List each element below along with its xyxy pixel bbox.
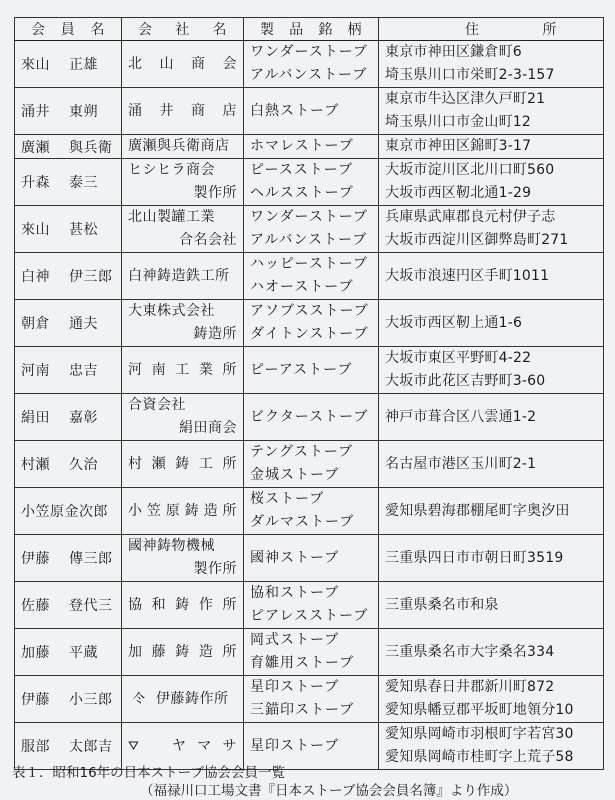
company-name-line: 合資会社 [128, 397, 186, 413]
address-cell [379, 159, 604, 206]
header-char: 銘 [318, 22, 333, 38]
product-brand-cell [244, 394, 379, 441]
member-name-cell [15, 206, 122, 253]
address-line: 大坂市淀川区北川口町560 [385, 162, 555, 178]
member-given-name: 傳三郎 [69, 551, 113, 567]
company-name-line: 國神鋳物機械 [128, 538, 215, 554]
company-name-cell [122, 253, 244, 300]
product-brand: アルバンストーブ [250, 232, 368, 248]
product-brand: ピアレスストーブ [250, 608, 369, 624]
address-line: 大坂市西区靭北通1-29 [385, 185, 532, 201]
product-brand: テングストーブ [250, 444, 354, 460]
member-surname: 小笠原 [21, 504, 65, 520]
header-member-name [15, 18, 122, 41]
product-brand: ビクターストーブ [250, 408, 369, 425]
company-name-line: 河南工業所 [128, 361, 237, 378]
company-name-cell [122, 441, 244, 488]
table-row [15, 300, 604, 347]
company-name-line: 大東株式会社 [128, 303, 215, 319]
address-cell [379, 629, 604, 676]
trademark-icon: 仒 [132, 691, 146, 707]
header-char: 会 [31, 22, 46, 38]
member-given-name: 太郎吉 [69, 739, 113, 755]
caption-title: 表１．昭和16年の日本ストーブ協会会員一覧 [12, 765, 286, 781]
member-given-name: 忠吉 [69, 363, 98, 379]
product-brand-cell [244, 347, 379, 394]
table-row [15, 135, 604, 159]
company-name-line: 村瀬鋳工所 [128, 455, 237, 472]
company-name-line: 鋳造所 [193, 326, 237, 342]
address-line: 愛知県岡崎市桂町字上荒子58 [385, 749, 574, 765]
address-line: 兵庫県武庫郡良元村伊子志 [385, 209, 556, 225]
product-brand-cell [244, 135, 379, 159]
header-char: 名 [212, 22, 227, 38]
member-name-cell [15, 88, 122, 135]
product-brand: ピーアストーブ [250, 361, 353, 378]
member-name-cell [15, 582, 122, 629]
member-name-cell [15, 535, 122, 582]
table-row [15, 629, 604, 676]
address-line: 神戸市葺合区八雲通1-2 [385, 408, 537, 425]
member-surname: 伊藤 [21, 692, 50, 708]
caption-source: （福禄川口工場文書『日本ストーブ協会会員名簿』より作成） [140, 783, 518, 799]
product-brand-cell [244, 206, 379, 253]
product-brand: ヘルスストーブ [250, 185, 354, 201]
header-char: 製 [260, 22, 275, 38]
member-given-name: 甚松 [69, 222, 98, 238]
product-brand-cell [244, 253, 379, 300]
member-surname: 升森 [21, 175, 50, 191]
address-cell [379, 135, 604, 159]
product-brand-cell [244, 629, 379, 676]
product-brand: ハッピーストーブ [250, 256, 369, 272]
member-given-name: 正雄 [69, 57, 98, 73]
member-name-cell [15, 300, 122, 347]
address-cell [379, 206, 604, 253]
address-line: 大坂市浪速円区手町1011 [385, 267, 550, 284]
table-row [15, 582, 604, 629]
company-name-line: 製作所 [193, 561, 237, 577]
product-brand: 三錨印ストーブ [250, 702, 355, 718]
company-name-line: ヒシヒラ商会 [128, 162, 215, 178]
member-given-name: 與兵衛 [69, 139, 113, 156]
product-brand-cell [244, 723, 379, 770]
product-brand: 協和ストーブ [250, 585, 340, 601]
table-row [15, 41, 604, 88]
member-given-name: 東朔 [69, 104, 98, 120]
member-surname: 河南 [21, 363, 50, 379]
address-line: 愛知県幡豆郡平坂町地領分10 [385, 702, 574, 718]
product-brand-cell [244, 88, 379, 135]
table-body [15, 41, 604, 770]
company-name-cell [122, 629, 244, 676]
product-brand: 白熱ストーブ [250, 102, 340, 119]
product-brand: ハオーストーブ [250, 279, 354, 295]
header-char: 員 [60, 22, 76, 38]
member-surname: 涌井 [21, 104, 50, 120]
company-name-line: 白神鋳造鉄工所 [128, 267, 230, 284]
member-name-cell [15, 723, 122, 770]
company-name-line: 合名会社 [179, 232, 237, 248]
member-name-cell [15, 441, 122, 488]
header-char: 所 [542, 22, 557, 38]
address-line: 愛知県岡崎市羽根町字若宮30 [385, 726, 574, 742]
address-cell [379, 723, 604, 770]
address-line: 東京市神田区錦町3-17 [385, 138, 532, 154]
member-surname: 白神 [21, 269, 50, 285]
member-given-name: 金次郎 [64, 504, 108, 520]
member-name-cell [15, 676, 122, 723]
address-cell [379, 41, 604, 88]
product-brand: 星印ストーブ [250, 737, 340, 754]
company-name-cell [122, 488, 244, 535]
member-given-name: 小三郎 [69, 692, 113, 708]
company-name-line: 小笠原鋳造所 [128, 502, 237, 519]
product-brand-cell [244, 300, 379, 347]
address-line: 三重県桑名市和泉 [385, 596, 499, 613]
table-caption [12, 764, 517, 800]
address-line: 埼玉県川口市栄町2-3-157 [385, 67, 555, 83]
table-row [15, 253, 604, 300]
member-surname: 來山 [21, 57, 50, 73]
member-given-name: 嘉彰 [69, 410, 98, 426]
member-given-name: 泰三 [69, 175, 98, 191]
member-name-cell [15, 253, 122, 300]
product-brand: ダルマストーブ [250, 514, 355, 530]
member-table [14, 17, 604, 770]
product-brand: アソブスストーブ [250, 303, 369, 319]
company-name-cell [122, 41, 244, 88]
member-surname: 伊藤 [21, 551, 50, 567]
company-name-line: 製作所 [193, 185, 237, 201]
address-cell [379, 535, 604, 582]
company-name-cell [122, 347, 244, 394]
header-address [379, 18, 604, 41]
company-name-text: ヤマサ [172, 737, 237, 754]
company-name-line: 加藤鋳造所 [128, 643, 237, 660]
member-given-name: 通夫 [69, 316, 98, 332]
address-cell [379, 394, 604, 441]
address-cell [379, 347, 604, 394]
company-name-line: 廣瀬與兵衛商店 [128, 138, 230, 154]
company-name-cell [122, 88, 244, 135]
address-line: 大坂市西区靭上通1-6 [385, 314, 523, 331]
member-name-cell [15, 629, 122, 676]
table-row [15, 206, 604, 253]
address-line: 大坂市東区平野町4-22 [385, 350, 532, 366]
table-row [15, 441, 604, 488]
member-given-name: 伊三郎 [69, 269, 113, 285]
member-surname: 加藤 [21, 645, 50, 661]
address-cell [379, 300, 604, 347]
member-name-cell [15, 488, 122, 535]
header-char: 柄 [347, 22, 362, 38]
company-name-line: 絹田商会 [179, 420, 237, 436]
address-line: 大坂市西淀川区御弊島町271 [385, 232, 569, 248]
address-cell [379, 441, 604, 488]
member-given-name: 久治 [69, 457, 98, 473]
company-name-cell [122, 582, 244, 629]
product-brand: 金城ストーブ [250, 467, 340, 483]
product-brand: ワンダーストーブ [250, 44, 369, 60]
member-name-cell [15, 394, 122, 441]
company-name-cell [122, 676, 244, 723]
company-name-line: 北山製罐工業 [128, 209, 215, 225]
table-row [15, 159, 604, 206]
product-brand: 育雛用ストーブ [250, 655, 355, 671]
address-line: 三重県四日市市朝日町3519 [385, 549, 564, 566]
product-brand: 岡式ストーブ [250, 632, 340, 648]
header-char: 品 [289, 22, 304, 38]
member-surname: 村瀬 [21, 457, 50, 473]
trademark-icon: ⛛ [128, 738, 140, 754]
address-cell [379, 253, 604, 300]
product-brand: 國神ストーブ [250, 549, 340, 566]
product-brand: 桜ストーブ [250, 491, 325, 507]
address-cell [379, 676, 604, 723]
product-brand-cell [244, 582, 379, 629]
table-row [15, 88, 604, 135]
product-brand-cell [244, 535, 379, 582]
product-brand-cell [244, 676, 379, 723]
product-brand: ホマレストーブ [250, 138, 354, 154]
table-header-row [15, 18, 604, 41]
member-name-cell [15, 159, 122, 206]
header-char: 名 [90, 22, 105, 38]
table-row [15, 676, 604, 723]
product-brand-cell [244, 488, 379, 535]
table-row [15, 347, 604, 394]
member-surname: 朝倉 [21, 316, 50, 332]
product-brand-cell [244, 441, 379, 488]
product-brand-cell [244, 159, 379, 206]
product-brand: アルバンストーブ [250, 67, 368, 83]
company-name-line [128, 735, 237, 758]
address-line: 東京市牛込区津久戸町21 [385, 91, 546, 107]
member-given-name: 平蔵 [69, 645, 98, 661]
member-surname: 服部 [21, 739, 50, 755]
header-char: 住 [465, 22, 480, 38]
table-row [15, 394, 604, 441]
product-brand: ダイトンストーブ [250, 326, 369, 342]
company-name-cell [122, 300, 244, 347]
member-surname: 來山 [21, 222, 50, 238]
header-char: 社 [175, 22, 190, 38]
address-cell [379, 488, 604, 535]
company-name-cell [122, 535, 244, 582]
company-name-line: 北山商会 [128, 55, 237, 72]
address-cell [379, 582, 604, 629]
company-name-cell [122, 159, 244, 206]
company-name-line: 涌井商店 [128, 102, 237, 119]
header-product-brand [244, 18, 379, 41]
member-given-name: 登代三 [69, 598, 113, 614]
address-line: 愛知県春日井郡新川町872 [385, 679, 555, 695]
company-name-text: 伊藤鋳作所 [156, 690, 229, 707]
address-cell [379, 88, 604, 135]
header-char: 会 [138, 22, 153, 38]
table-row [15, 488, 604, 535]
company-name-line [128, 688, 237, 711]
product-brand: ピースストーブ [250, 162, 354, 178]
table-row [15, 723, 604, 770]
company-name-cell [122, 135, 244, 159]
header-company-name [122, 18, 244, 41]
address-line: 愛知県碧海郡棚尾町字奥汐田 [385, 502, 570, 519]
member-surname: 絹田 [21, 410, 50, 426]
product-brand-cell [244, 41, 379, 88]
company-name-cell [122, 394, 244, 441]
company-name-line: 協和鋳作所 [128, 596, 237, 613]
address-line: 名古屋市港区玉川町2-1 [385, 455, 537, 472]
member-surname: 佐藤 [21, 598, 50, 614]
table-row [15, 535, 604, 582]
company-name-cell [122, 723, 244, 770]
address-line: 埼玉県川口市金山町12 [385, 114, 532, 130]
address-line: 大坂市此花区吉野町3-60 [385, 373, 546, 389]
member-name-cell [15, 135, 122, 159]
member-surname: 廣瀬 [21, 139, 50, 156]
product-brand: ワンダーストーブ [250, 209, 369, 225]
member-name-cell [15, 347, 122, 394]
address-line: 三重県桑名市大字桑名334 [385, 643, 555, 660]
product-brand: 星印ストーブ [250, 679, 340, 695]
address-line: 東京市神田区鎌倉町6 [385, 44, 522, 60]
member-name-cell [15, 41, 122, 88]
company-name-cell [122, 206, 244, 253]
